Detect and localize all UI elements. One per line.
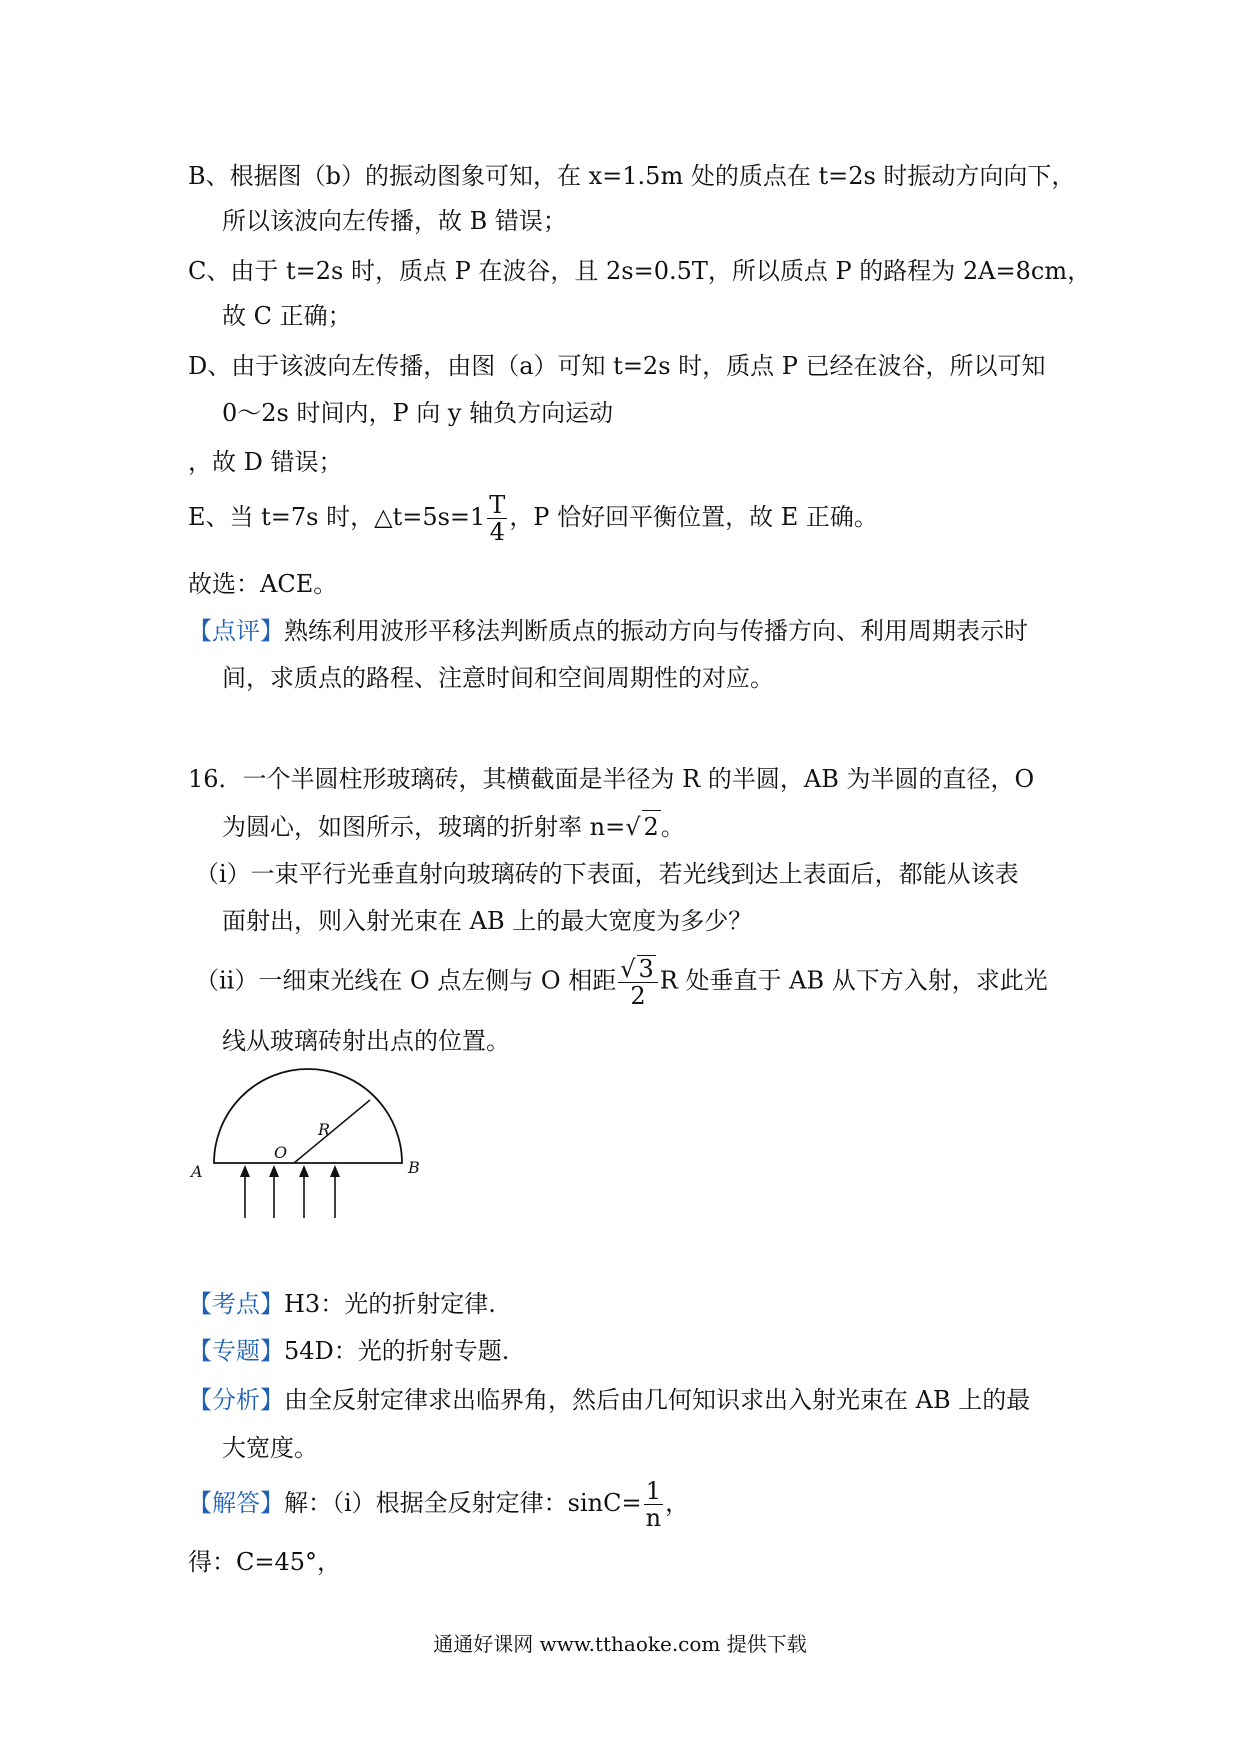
question-16-prefix: 为圆心，如图所示，玻璃的折射率 n= (222, 813, 626, 841)
fenxi-tag: 【分析】 (188, 1386, 284, 1414)
fraction-t-over-4 (487, 492, 507, 545)
question-ii-line1 (195, 955, 1048, 1009)
kaodian-line (188, 1288, 496, 1320)
review-text: 熟练利用波形平移法判断质点的振动方向与传播方向、利用周期表示时 (284, 617, 1028, 645)
fenxi-text: 由全反射定律求出临界角，然后由几何知识求出入射光束在 AB 上的最 (284, 1386, 1031, 1414)
question-ii-suffix: R 处垂直于 AB 从下方入射，求此光 (659, 966, 1048, 995)
semicircle-outline (214, 1069, 402, 1163)
answer-b-line2: 所以该波向左传播，故 B 错误； (222, 207, 567, 235)
question-16-suffix: 。 (660, 813, 685, 841)
jieda-line (188, 1478, 689, 1531)
fraction-numerator: T (489, 491, 506, 519)
sqrt-sign: √ (625, 813, 641, 841)
zhuanti-tag: 【专题】 (188, 1337, 284, 1365)
label-b: B (408, 1158, 420, 1177)
answer-e-prefix: E、当 t=7s 时，△t=5s=1 (188, 503, 486, 531)
fenxi-line1 (188, 1384, 1030, 1416)
label-a: A (191, 1162, 203, 1181)
answer-d-line3: ，故 D 错误； (188, 448, 343, 476)
answer-e-suffix: ，P 恰好回平衡位置，故 E 正确。 (509, 503, 878, 531)
answer-d-line1: D、由于该波向左传播，由图（a）可知 t=2s 时，质点 P 已经在波谷，所以可知 (188, 352, 1046, 380)
review-line1 (188, 615, 1028, 647)
answer-b-line1: B、根据图（b）的振动图象可知，在 x=1.5m 处的质点在 t=2s 时振动方向向下， (188, 162, 1076, 190)
semicircle-figure (185, 1070, 420, 1220)
fenxi-line2: 大宽度。 (222, 1434, 318, 1462)
zhuanti-line (188, 1335, 509, 1367)
question-16-line2 (222, 810, 685, 843)
fraction-sqrt3-over-2 (618, 955, 658, 1009)
arrow-head-1 (240, 1165, 250, 1177)
sqrt-radicand: 2 (642, 810, 661, 843)
sqrt-radicand: 3 (638, 955, 654, 983)
jieda-prefix: 解：（i）根据全反射定律：sinC= (284, 1489, 642, 1517)
fraction-denominator: n (645, 1504, 662, 1532)
question-i-line2: 面射出，则入射光束在 AB 上的最大宽度为多少？ (222, 907, 753, 935)
question-16-line1: 16．一个半圆柱形玻璃砖，其横截面是半径为 R 的半圆，AB 为半圆的直径，O (188, 765, 1035, 793)
footer-credit: 通通好课网 www.tthaoke.com 提供下载 (433, 1632, 807, 1656)
review-tag: 【点评】 (188, 617, 284, 645)
question-ii-prefix: （ii）一细束光线在 O 点左侧与 O 相距 (195, 966, 617, 995)
choice-line: 故选：ACE。 (188, 570, 338, 598)
fraction-numerator: 1 (644, 1478, 663, 1505)
arrow-head-3 (299, 1165, 309, 1177)
fraction-numerator: √ 3 (618, 955, 658, 983)
arrow-head-2 (269, 1165, 279, 1177)
answer-c-line1: C、由于 t=2s 时，质点 P 在波谷，且 2s=0.5T，所以质点 P 的路程为 2A=8cm， (188, 257, 1092, 285)
label-r: R (318, 1120, 331, 1139)
review-line2: 间，求质点的路程、注意时间和空间周期性的对应。 (222, 664, 774, 692)
fraction-denominator: 2 (630, 982, 646, 1010)
question-i-line1: （i）一束平行光垂直射向玻璃砖的下表面，若光线到达上表面后，都能从该表 (195, 860, 1019, 888)
question-ii-line2: 线从玻璃砖射出点的位置。 (222, 1027, 510, 1055)
zhuanti-text: 54D：光的折射专题. (284, 1337, 510, 1365)
arrow-head-4 (330, 1165, 340, 1177)
result-line: 得：C=45°， (188, 1548, 342, 1576)
kaodian-tag: 【考点】 (188, 1290, 284, 1318)
jieda-tag: 【解答】 (188, 1489, 284, 1517)
answer-d-line2: 0～2s 时间内，P 向 y 轴负方向运动 (222, 399, 614, 427)
kaodian-text: H3：光的折射定律. (284, 1290, 496, 1318)
fraction-denominator: 4 (489, 518, 505, 546)
label-o: O (274, 1143, 288, 1162)
jieda-suffix: ， (665, 1489, 690, 1517)
radius-line (294, 1100, 370, 1163)
fraction-1-over-n (644, 1478, 663, 1531)
answer-c-line2: 故 C 正确； (222, 302, 352, 330)
answer-e-line (188, 492, 878, 545)
